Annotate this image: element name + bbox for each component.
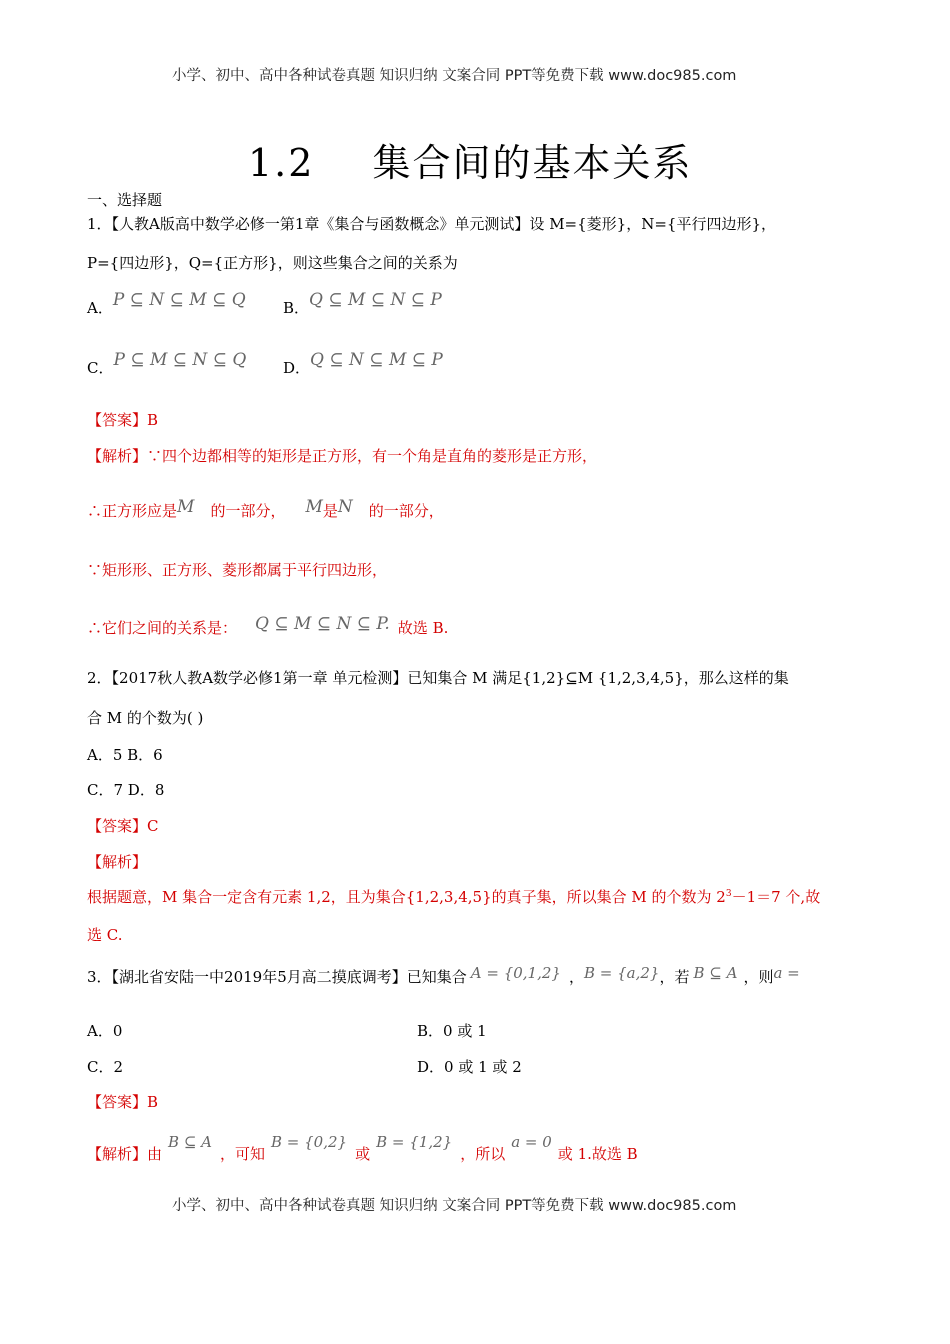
option-expression: P ⊆ M ⊆ N ⊆ Q [113,350,247,370]
math-expression: a = 0 [511,1133,552,1151]
answer-tag: 【答案】 [87,1093,148,1111]
analysis-text: 故选 B. [397,619,449,637]
q3-option-c [87,1057,123,1077]
option-expression: Q ⊆ N ⊆ M ⊆ P [310,350,443,370]
title-text: 集合间的基本关系 [372,141,693,185]
answer-value: B [147,1093,159,1111]
option-text: 0 [112,1022,123,1040]
option-text: 0 或 1 [443,1022,487,1040]
q1-option-c [87,350,246,378]
analysis-text: 的一部分， [368,502,444,520]
math-expression: B ⊆ A [168,1133,212,1151]
option-label: A． [87,1022,113,1040]
q3-answer [87,1092,158,1112]
analysis-text: －1＝7 个,故 [731,888,821,906]
answer-tag: 【答案】 [87,817,148,835]
q2-analysis-line1 [87,887,820,907]
stem-text: ，则 [743,968,774,986]
analysis-text: 或 1.故选 B [557,1145,638,1163]
title-number: 1.2 [248,141,315,185]
math-symbol: M [305,497,323,517]
q2-options-row2: C．7 D．8 [87,781,165,799]
option-expression: Q ⊆ M ⊆ N ⊆ P [309,290,442,310]
option-label: B． [283,299,310,317]
analysis-text: ∴正方形应是 [87,502,178,520]
q1-analysis-line1 [87,446,597,466]
analysis-text: 是 [322,502,338,520]
q1-option-a [87,290,246,318]
analysis-text: 根据题意，M 集合一定含有元素 1,2，且为集合{1,2,3,4,5}的真子集，所以集合 M 的个数为 2 [87,888,726,906]
q2-analysis-line2: 选 C. [87,926,123,944]
analysis-text: 的一部分， [210,502,286,520]
q1-stem-line2: P={四边形}，Q={正方形}，则这些集合之间的关系为 [87,254,458,272]
answer-tag: 【答案】 [87,411,148,429]
analysis-text: ∴它们之间的关系是： [87,619,238,637]
q3-analysis [87,1132,638,1164]
q1-option-b [283,290,442,318]
q1-stem-line1: 1．【人教A版高中数学必修一第1章《集合与函数概念》单元测试】设 M={菱形}，N={平行四边形}， [87,215,776,233]
q2-analysis-tag: 【解析】 [87,853,148,871]
answer-value: C [147,817,159,835]
q2-options-row1: A．5 B．6 [87,746,163,764]
math-expression: B ⊆ A [693,964,738,982]
analysis-text: ∵四个边都相等的矩形是正方形，有一个角是直角的菱形是正方形， [147,447,598,465]
option-label: C． [87,359,114,377]
q1-answer [87,410,158,430]
q1-option-d [283,350,443,378]
stem-text: 3．【湖北省安陆一中2019年5月高二摸底调考】已知集合 [87,968,467,986]
math-expression: B = {a,2} [583,964,660,982]
q3-option-d [417,1057,522,1077]
section-heading: 一、选择题 [87,191,163,209]
q1-analysis-line2 [87,497,444,521]
math-expression: A = {0,1,2} [470,964,561,982]
math-symbol: M [177,497,195,517]
math-expression: Q ⊆ M ⊆ N ⊆ P. [255,614,390,634]
option-text: 0 或 1 或 2 [444,1058,522,1076]
answer-value: B [147,411,159,429]
option-expression: P ⊆ N ⊆ M ⊆ Q [112,290,246,310]
option-text: 2 [113,1058,124,1076]
q1-analysis-line3: ∵矩形形、正方形、菱形都属于平行四边形， [87,561,388,579]
q3-option-a [87,1021,122,1041]
page-footer: 小学、初中、高中各种试卷真题 知识归纳 文案合同 PPT等免费下载 www.doc985.com [172,1198,737,1214]
analysis-text: ，可知 [220,1145,266,1163]
stem-text: ，若 [659,968,690,986]
math-expression: a = [773,964,800,982]
option-label: D． [283,359,311,377]
analysis-text: 由 [147,1145,163,1163]
math-expression: B = {0,2} [271,1133,348,1151]
analysis-tag: 【解析】 [87,1145,148,1163]
q2-answer [87,816,159,836]
option-label: D． [417,1058,445,1076]
analysis-tag: 【解析】 [87,447,148,465]
option-label: B． [417,1022,444,1040]
page-header: 小学、初中、高中各种试卷真题 知识归纳 文案合同 PPT等免费下载 www.doc985.com [172,68,737,84]
stem-text: ， [568,968,584,986]
q2-stem-line1: 2．【2017秋人教A数学必修1第一章 单元检测】已知集合 M 满足{1,2}⊆M {1,2,3,4,5}，那么这样的集 [87,669,789,687]
option-label: A． [87,299,113,317]
q1-analysis-line4 [87,614,448,638]
math-symbol: N [337,497,353,517]
analysis-text: ，所以 [460,1145,506,1163]
exponent: 3 [725,889,732,899]
q2-stem-line2: 合 M 的个数为( ) [87,709,204,727]
math-expression: B = {1,2} [376,1133,453,1151]
page-title [248,140,692,186]
analysis-text: 或 [355,1145,371,1163]
q3-option-b [417,1021,487,1041]
q3-stem [87,963,800,987]
option-label: C． [87,1058,114,1076]
